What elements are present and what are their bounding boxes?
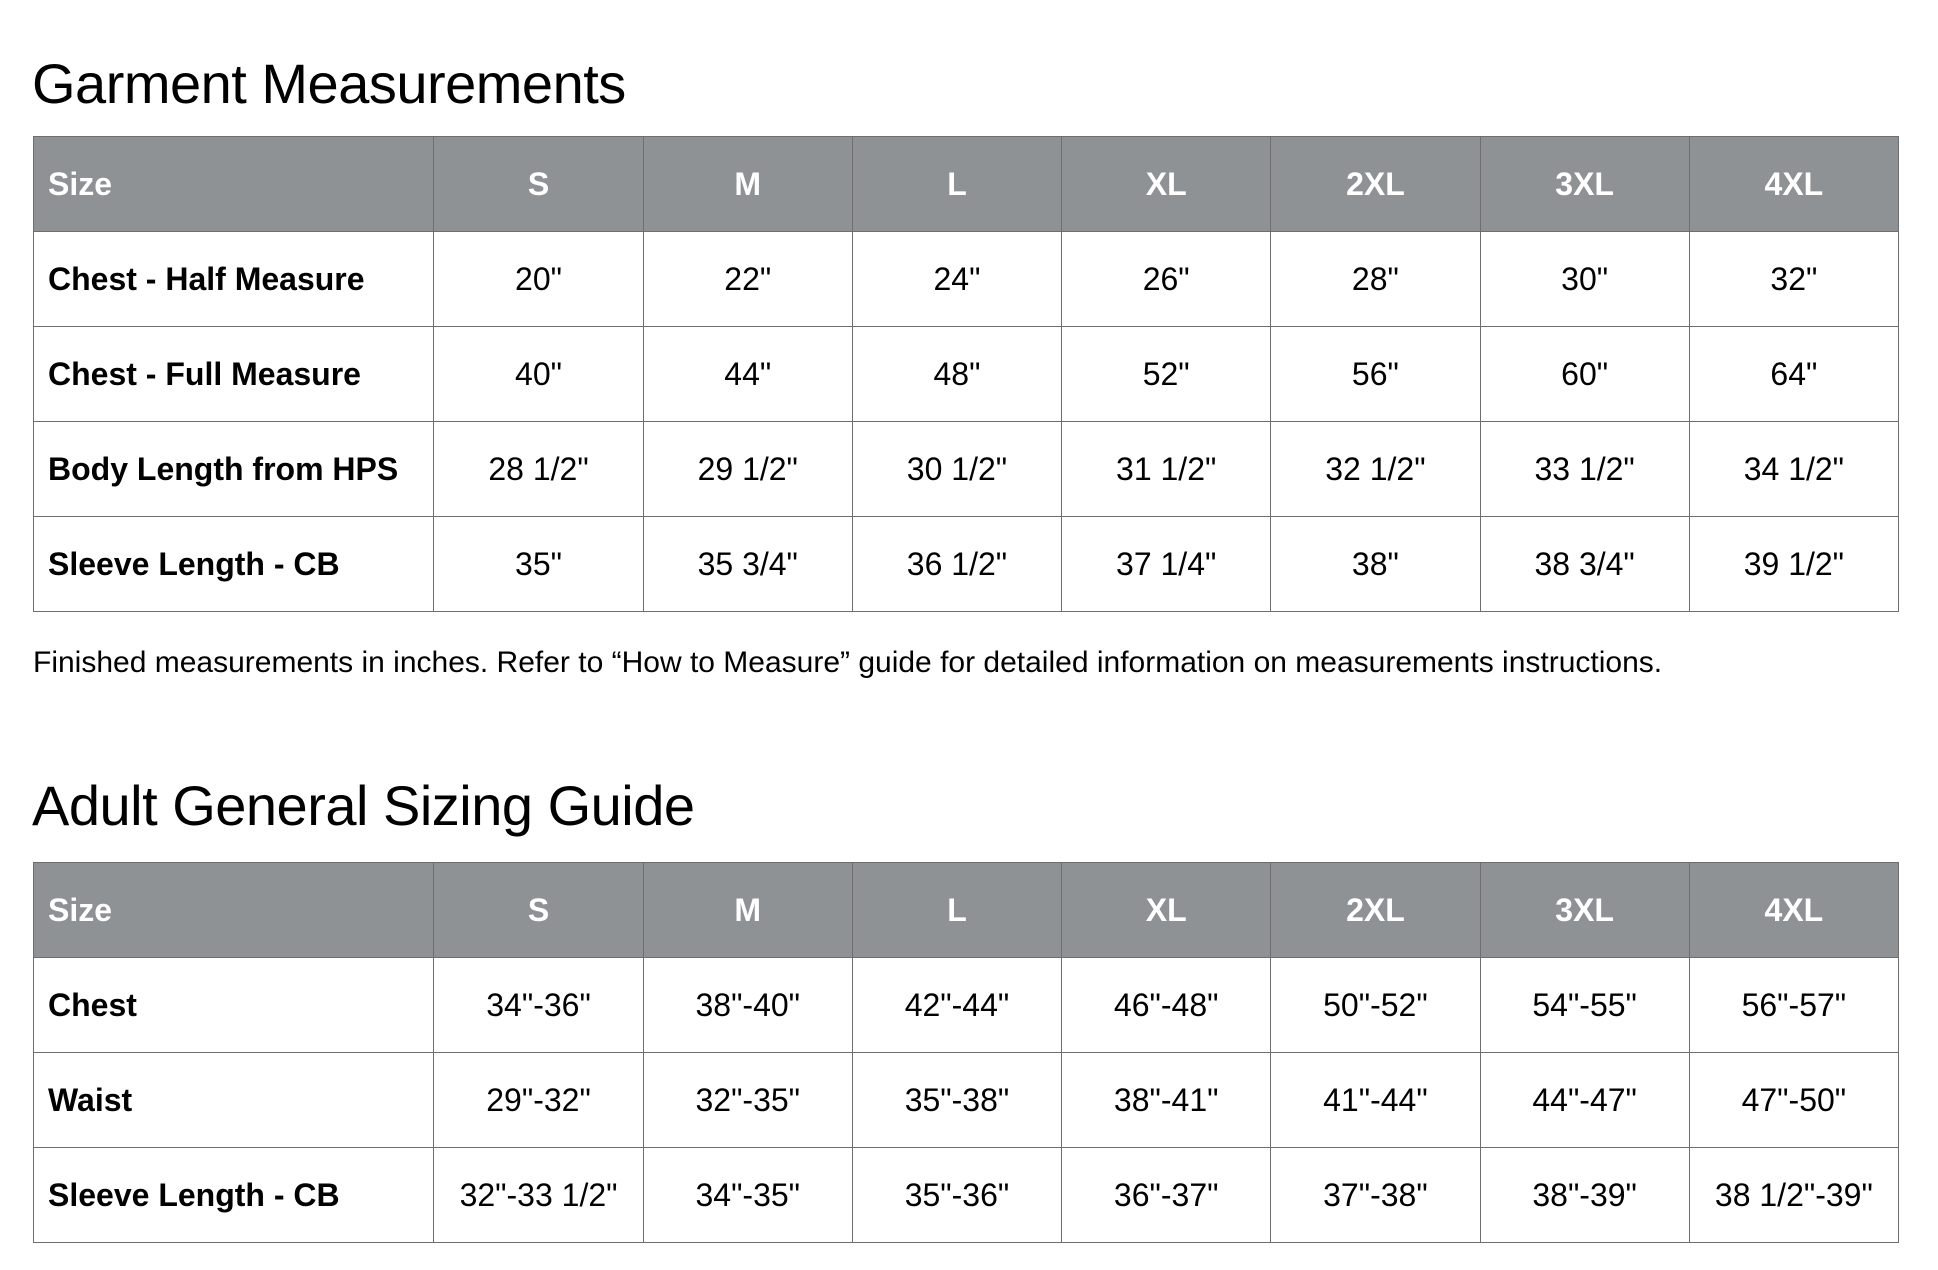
table-cell: 35"-38" xyxy=(852,1053,1061,1148)
header-cell-size: Size xyxy=(34,137,434,232)
garment-measurements-title: Garment Measurements xyxy=(32,52,626,115)
header-cell-s: S xyxy=(434,863,643,958)
garment-measurements-table xyxy=(33,136,1899,612)
table-cell: 60" xyxy=(1480,327,1689,422)
measurement-note: Finished measurements in inches. Refer to “How to Measure” guide for detailed information on measurements instructions. xyxy=(33,646,1663,679)
table-cell: 50"-52" xyxy=(1271,958,1480,1053)
table-row xyxy=(34,1053,1899,1148)
table-cell: 32"-33 1/2" xyxy=(434,1148,643,1243)
header-cell-l: L xyxy=(852,137,1061,232)
table-row xyxy=(34,327,1899,422)
table-cell: 28" xyxy=(1271,232,1480,327)
table-cell: 24" xyxy=(852,232,1061,327)
header-cell-4xl: 4XL xyxy=(1689,137,1898,232)
table-cell: 34"-35" xyxy=(643,1148,852,1243)
row-label: Waist xyxy=(34,1053,434,1148)
table-cell: 28 1/2" xyxy=(434,422,643,517)
table-row xyxy=(34,232,1899,327)
table-cell: 36 1/2" xyxy=(852,517,1061,612)
row-label: Chest - Half Measure xyxy=(34,232,434,327)
table-cell: 64" xyxy=(1689,327,1898,422)
table-row xyxy=(34,958,1899,1053)
table-cell: 26" xyxy=(1062,232,1271,327)
table-cell: 41"-44" xyxy=(1271,1053,1480,1148)
table-cell: 29"-32" xyxy=(434,1053,643,1148)
header-cell-2xl: 2XL xyxy=(1271,137,1480,232)
table-cell: 34 1/2" xyxy=(1689,422,1898,517)
header-cell-size: Size xyxy=(34,863,434,958)
table-row xyxy=(34,517,1899,612)
adult-sizing-guide-title: Adult General Sizing Guide xyxy=(32,774,695,837)
table-cell: 34"-36" xyxy=(434,958,643,1053)
table-cell: 33 1/2" xyxy=(1480,422,1689,517)
table-cell: 38 3/4" xyxy=(1480,517,1689,612)
header-cell-xl: XL xyxy=(1062,137,1271,232)
table-row xyxy=(34,422,1899,517)
table-header xyxy=(34,863,1899,958)
table-cell: 44"-47" xyxy=(1480,1053,1689,1148)
header-cell-xl: XL xyxy=(1062,863,1271,958)
row-label: Chest - Full Measure xyxy=(34,327,434,422)
table-cell: 32" xyxy=(1689,232,1898,327)
row-label: Sleeve Length - CB xyxy=(34,517,434,612)
header-cell-2xl: 2XL xyxy=(1271,863,1480,958)
header-cell-3xl: 3XL xyxy=(1480,137,1689,232)
adult-sizing-guide-table xyxy=(33,862,1899,1243)
table-cell: 35 3/4" xyxy=(643,517,852,612)
table-cell: 42"-44" xyxy=(852,958,1061,1053)
table-cell: 32 1/2" xyxy=(1271,422,1480,517)
table-cell: 29 1/2" xyxy=(643,422,852,517)
table-cell: 37 1/4" xyxy=(1062,517,1271,612)
table-cell: 30 1/2" xyxy=(852,422,1061,517)
table-cell: 20" xyxy=(434,232,643,327)
header-cell-4xl: 4XL xyxy=(1689,863,1898,958)
header-cell-3xl: 3XL xyxy=(1480,863,1689,958)
table-cell: 52" xyxy=(1062,327,1271,422)
table-cell: 56"-57" xyxy=(1689,958,1898,1053)
table-header xyxy=(34,137,1899,232)
table-cell: 31 1/2" xyxy=(1062,422,1271,517)
row-label: Chest xyxy=(34,958,434,1053)
header-cell-m: M xyxy=(643,863,852,958)
table-cell: 32"-35" xyxy=(643,1053,852,1148)
table-cell: 36"-37" xyxy=(1062,1148,1271,1243)
table-cell: 56" xyxy=(1271,327,1480,422)
row-label: Sleeve Length - CB xyxy=(34,1148,434,1243)
table-cell: 22" xyxy=(643,232,852,327)
table-cell: 38"-41" xyxy=(1062,1053,1271,1148)
table-cell: 44" xyxy=(643,327,852,422)
table-cell: 39 1/2" xyxy=(1689,517,1898,612)
table-cell: 47"-50" xyxy=(1689,1053,1898,1148)
header-cell-l: L xyxy=(852,863,1061,958)
table-cell: 30" xyxy=(1480,232,1689,327)
table-cell: 38"-40" xyxy=(643,958,852,1053)
table-cell: 38 1/2"-39" xyxy=(1689,1148,1898,1243)
table-cell: 38"-39" xyxy=(1480,1148,1689,1243)
table-cell: 35" xyxy=(434,517,643,612)
table-cell: 38" xyxy=(1271,517,1480,612)
table-cell: 37"-38" xyxy=(1271,1148,1480,1243)
table-cell: 54"-55" xyxy=(1480,958,1689,1053)
row-label: Body Length from HPS xyxy=(34,422,434,517)
header-row xyxy=(34,137,1899,232)
header-row xyxy=(34,863,1899,958)
table-row xyxy=(34,1148,1899,1243)
header-cell-m: M xyxy=(643,137,852,232)
table-cell: 48" xyxy=(852,327,1061,422)
table-cell: 35"-36" xyxy=(852,1148,1061,1243)
table-cell: 40" xyxy=(434,327,643,422)
header-cell-s: S xyxy=(434,137,643,232)
table-cell: 46"-48" xyxy=(1062,958,1271,1053)
